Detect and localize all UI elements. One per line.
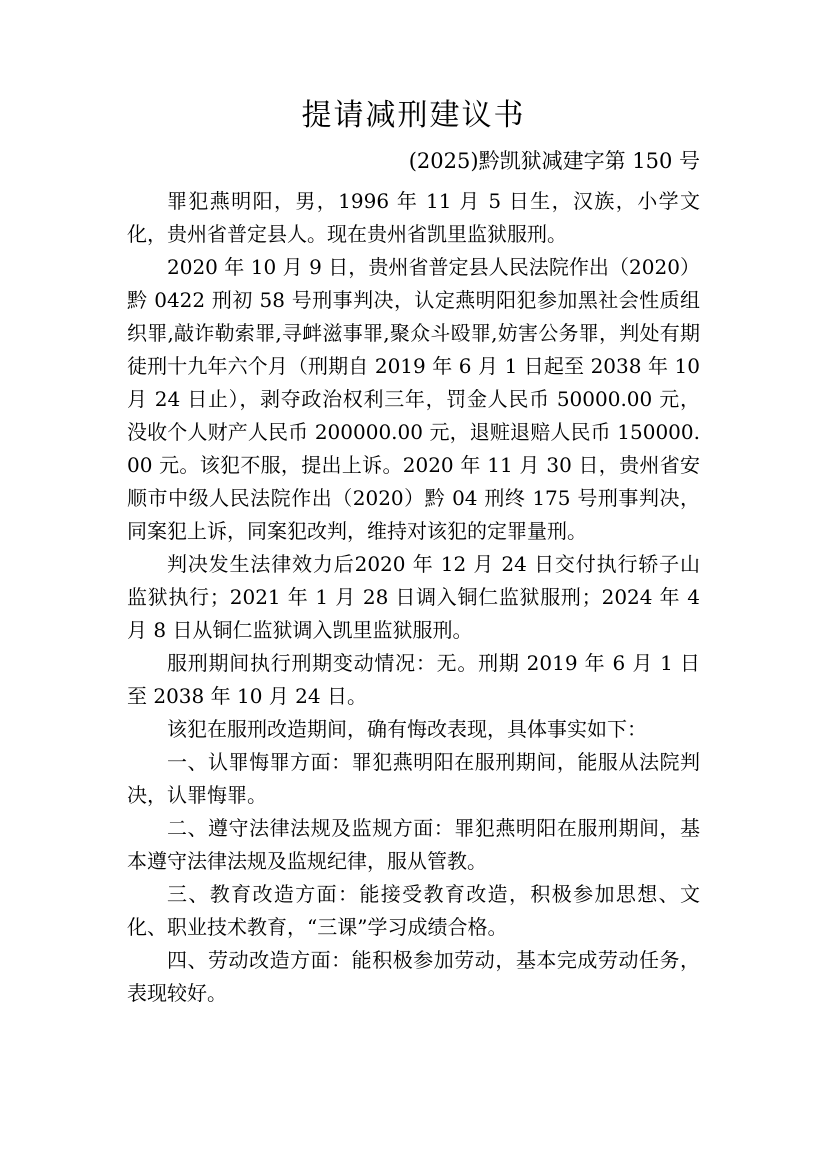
document-title: 提请减刑建议书 [301,98,526,133]
paragraph-confession: 一、认罪悔罪方面：罪犯燕明阳在服刑期间，能服从法院判决，认罪悔罪。 [127,750,700,807]
document-number: (2025)黔凯狱减建字第 150 号 [408,149,700,173]
paragraph-criminal-info: 罪犯燕明阳，男，1996 年 11 月 5 日生，汉族，小学文化，贵州省普定县人。现在贵州省凯里监狱服刑。 [127,189,700,246]
paragraph-execution: 判决发生法律效力后2020 年 12 月 24 日交付执行轿子山监狱执行；2021 年 1 月 28 日调入铜仁监狱服刑；2024 年 4 月 8 日从铜仁监狱调入凯里监狱服刑。 [127,552,700,642]
paragraph-law-abiding: 二、遵守法律法规及监规方面：罪犯燕明阳在服刑期间，基本遵守法律法规及监规纪律，服从管教。 [127,816,700,873]
paragraph-judgment: 2020 年 10 月 9 日，贵州省普定县人民法院作出（2020）黔 0422 刑初 58 号刑事判决，认定燕明阳犯参加黑社会性质组织罪,敲诈勒索罪,寻衅滋事罪,聚众斗殴罪,妨害公务罪，判处有期徒刑十九年六个月（刑期自 2019 年 6 月 1 日起至 2038 年 10 月 24 日止），剥夺政治权利三年，罚金人民币 50000.00 元，没收个人财产人民币 200000.00 元，退赃退赔人民币 150000.00 元。该犯不服，提出上诉。2020 年 11 月 30 日，贵州省安顺市中级人民法院作出（2020）黔 04 刑终 175 号刑事判决，同案犯上诉，同案犯改判，维持对该犯的定罪量刑。 [127,255,700,543]
document-body [127,185,700,1010]
paragraph-sentence-changes: 服刑期间执行刑期变动情况：无。刑期 2019 年 6 月 1 日至 2038 年 10 月 24 日。 [127,651,700,708]
paragraph-labor: 四、劳动改造方面：能积极参加劳动，基本完成劳动任务，表现较好。 [127,948,700,1005]
paragraph-repentance-intro: 该犯在服刑改造期间，确有悔改表现，具体事实如下： [167,717,647,741]
paragraph-education: 三、教育改造方面：能接受教育改造，积极参加思想、文化、职业技术教育，“三课”学习成绩合格。 [127,882,700,939]
